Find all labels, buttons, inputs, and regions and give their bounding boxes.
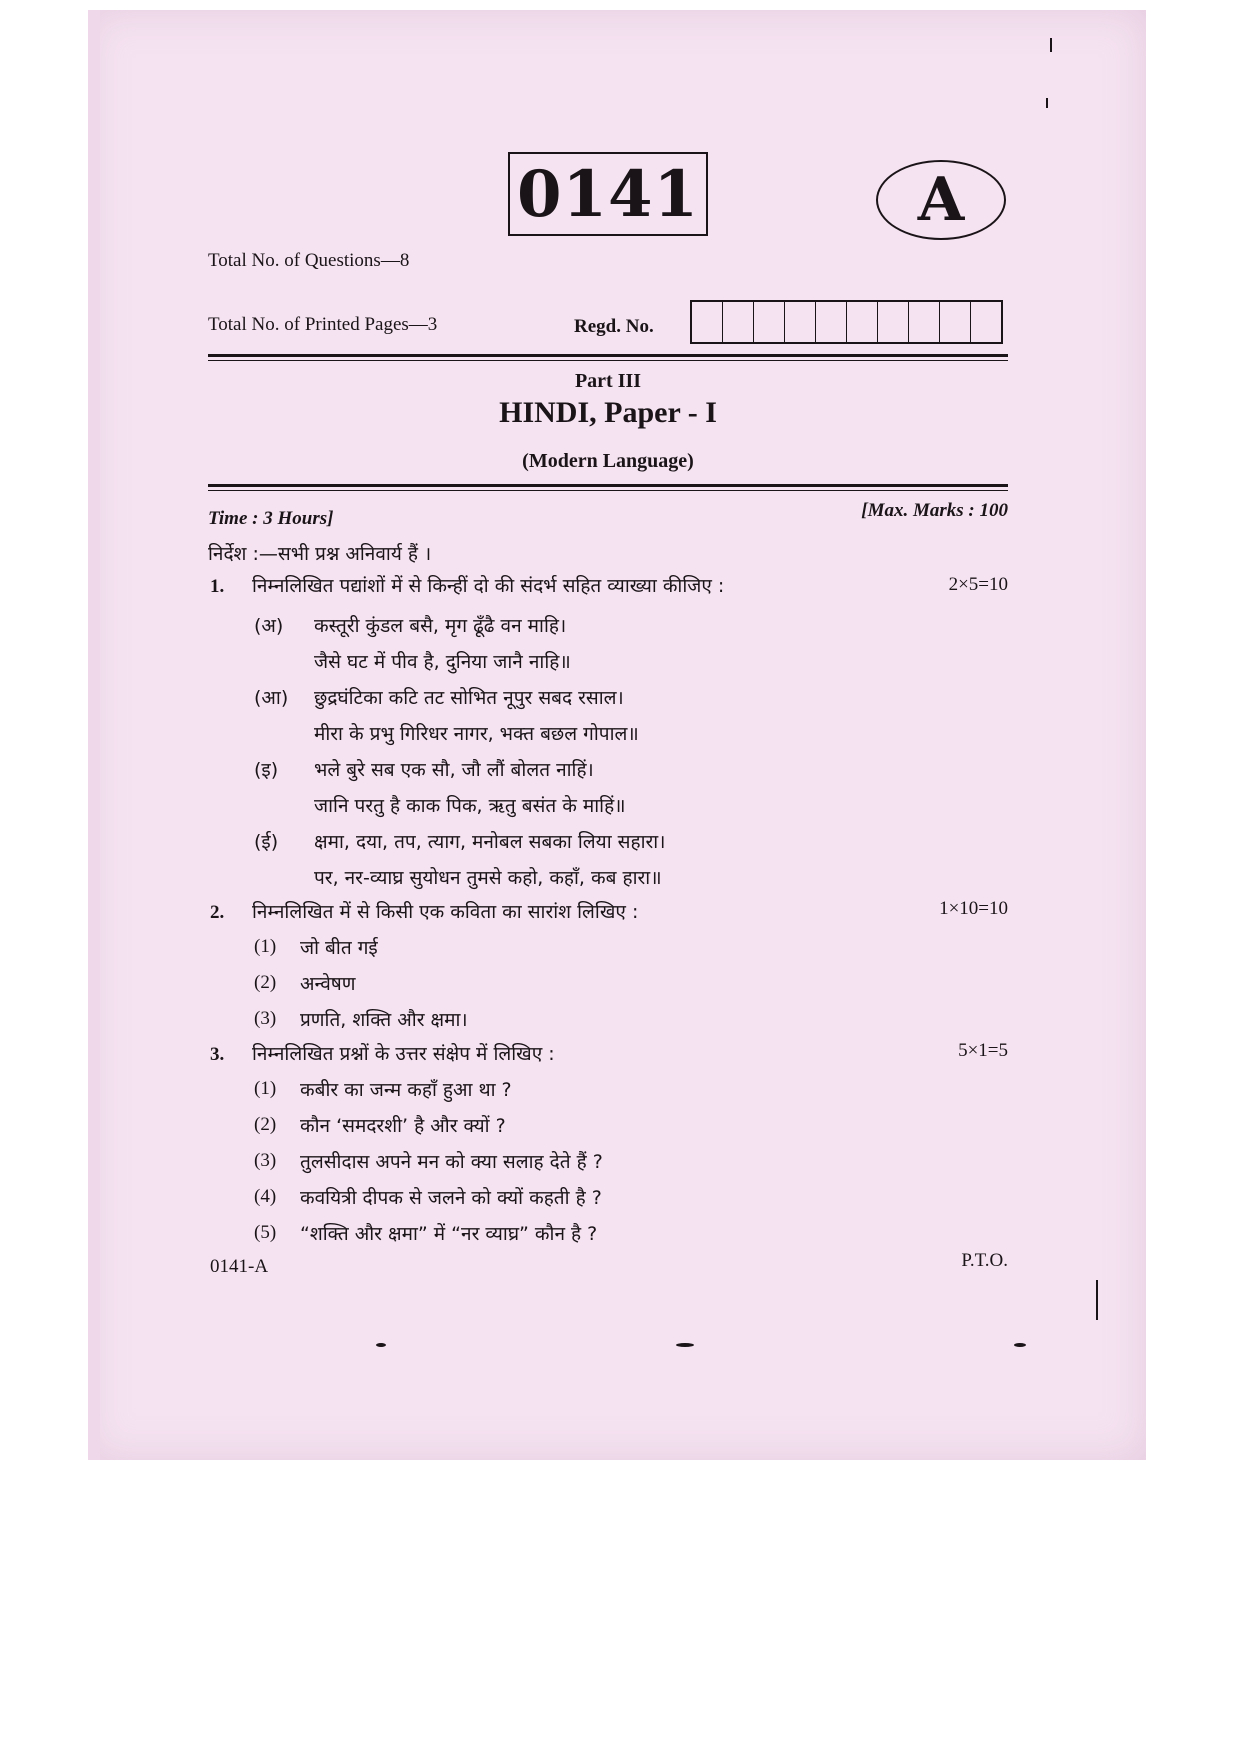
question-number: 3.	[210, 1044, 225, 1065]
option-text: जो बीत गई	[300, 937, 378, 959]
option-label: (4)	[254, 1186, 277, 1207]
scan-speck	[1050, 38, 1052, 52]
option-text: तुलसीदास अपने मन को क्या सलाह देते हैं ?	[300, 1151, 603, 1173]
option-label: (अ)	[254, 615, 284, 637]
question-text: निम्नलिखित में से किसी एक कविता का सारांश लिखिए :	[252, 901, 639, 923]
verse-line: पर, नर-व्याघ्र सुयोधन तुमसे कहो, कहाँ, कब हारा॥	[314, 867, 662, 889]
scan-speck	[376, 1343, 386, 1347]
part-label: Part III	[574, 370, 642, 392]
option-label: (2)	[254, 972, 277, 993]
option-label: (ई)	[254, 831, 279, 853]
set-badge: A	[876, 160, 1006, 240]
scan-speck	[676, 1343, 694, 1347]
option-text: कौन ‘समदरशी’ है और क्यों ?	[300, 1115, 506, 1137]
regd-digit-box[interactable]	[940, 302, 971, 342]
regd-digit-box[interactable]	[816, 302, 847, 342]
exam-sheet	[88, 10, 1146, 1460]
paper-code: 0141	[508, 152, 708, 236]
max-marks: [Max. Marks : 100	[861, 500, 1008, 521]
question-number: 2.	[210, 902, 225, 923]
verse-line: भले बुरे सब एक सौ, जौ लौं बोलत नाहिं।	[314, 759, 594, 781]
option-label: (3)	[254, 1008, 277, 1029]
option-label: (3)	[254, 1150, 277, 1171]
question-marks: 2×5=10	[948, 574, 1008, 595]
verse-line: क्षमा, दया, तप, त्याग, मनोबल सबका लिया सहारा।	[314, 831, 666, 853]
option-text: कवयित्री दीपक से जलने को क्यों कहती है ?	[300, 1187, 602, 1209]
total-pages: Total No. of Printed Pages—3	[208, 314, 438, 335]
regd-digit-box[interactable]	[971, 302, 1001, 342]
option-label: (इ)	[254, 759, 279, 781]
question-text: निम्नलिखित पद्यांशों में से किन्हीं दो की संदर्भ सहित व्याख्या कीजिए :	[252, 575, 725, 597]
verse-line: छुद्रघंटिका कटि तट सोभित नूपुर सबद रसाल।	[314, 687, 624, 709]
question-number: 1.	[210, 576, 225, 597]
question-marks: 1×10=10	[939, 898, 1008, 919]
regd-digit-box[interactable]	[785, 302, 816, 342]
regd-digit-box[interactable]	[723, 302, 754, 342]
regd-digit-box[interactable]	[847, 302, 878, 342]
regd-digit-box[interactable]	[878, 302, 909, 342]
regd-digit-box[interactable]	[754, 302, 785, 342]
total-questions: Total No. of Questions—8	[208, 250, 410, 271]
verse-line: मीरा के प्रभु गिरिधर नागर, भक्त बछल गोपाल॥	[314, 723, 639, 745]
option-label: (1)	[254, 936, 277, 957]
regd-number-boxes[interactable]	[690, 300, 1003, 344]
scan-speck	[1096, 1280, 1098, 1320]
scan-speck	[1046, 98, 1048, 108]
regd-label: Regd. No.	[574, 316, 654, 337]
option-text: “शक्ति और क्षमा” में “नर व्याघ्र” कौन है ?	[300, 1223, 598, 1245]
instructions: निर्देश :—सभी प्रश्न अनिवार्य हैं ।	[208, 543, 432, 565]
verse-line: कस्तूरी कुंडल बसै, मृग ढूँढै वन माहि।	[314, 615, 567, 637]
regd-digit-box[interactable]	[909, 302, 940, 342]
scan-speck	[1014, 1343, 1026, 1347]
question-marks: 5×1=5	[958, 1040, 1008, 1061]
option-text: कबीर का जन्म कहाँ हुआ था ?	[300, 1079, 512, 1101]
footer-code: 0141-A	[210, 1256, 269, 1277]
divider	[208, 484, 1008, 487]
verse-line: जैसे घट में पीव है, दुनिया जानै नाहि॥	[314, 651, 571, 673]
option-text: प्रणति, शक्ति और क्षमा।	[300, 1009, 468, 1031]
option-label: (5)	[254, 1222, 277, 1243]
option-text: अन्वेषण	[300, 973, 356, 995]
sheet-edge	[88, 10, 100, 1460]
option-label: (1)	[254, 1078, 277, 1099]
question-text: निम्नलिखित प्रश्नों के उत्तर संक्षेप में लिखिए :	[252, 1043, 555, 1065]
divider	[208, 360, 1008, 361]
divider	[208, 354, 1008, 357]
subject-title: HINDI, Paper - I	[499, 396, 717, 429]
subject-subtitle: (Modern Language)	[522, 450, 694, 472]
option-label: (आ)	[254, 687, 289, 709]
time-info: Time : 3 Hours]	[208, 508, 334, 529]
footer-pto: P.T.O.	[961, 1250, 1008, 1271]
option-label: (2)	[254, 1114, 277, 1135]
divider	[208, 490, 1008, 491]
regd-digit-box[interactable]	[692, 302, 723, 342]
verse-line: जानि परतु है काक पिक, ऋतु बसंत के माहिं॥	[314, 795, 626, 817]
